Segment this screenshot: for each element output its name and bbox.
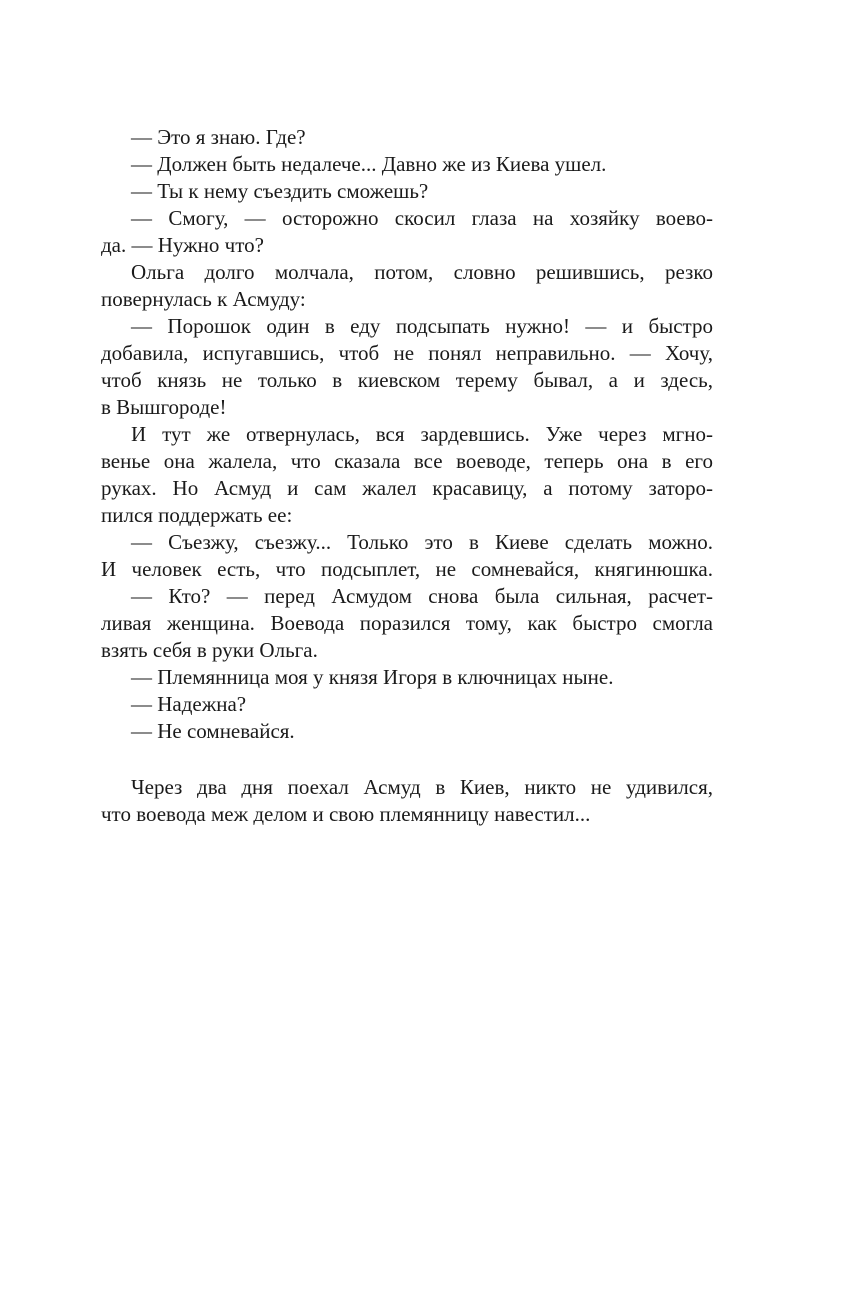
text-line: И тут же отвернулась, вся зардевшись. Уже через мгно- bbox=[131, 422, 713, 446]
text-line: — Надежна? bbox=[131, 692, 247, 716]
text-line: да. — Нужно что? bbox=[101, 233, 264, 257]
text-line: — Кто? — перед Асмудом снова была сильная, расчет- bbox=[131, 584, 713, 608]
text-line: ливая женщина. Воевода поразился тому, как быстро смогла bbox=[101, 611, 713, 635]
text-line: руках. Но Асмуд и сам жалел красавицу, а потому заторо- bbox=[101, 476, 713, 500]
text-line: что воевода меж делом и свою племянницу навестил... bbox=[101, 802, 591, 826]
text-line: Через два дня поехал Асмуд в Киев, никто не удивился, bbox=[131, 775, 713, 799]
text-line: Ольга долго молчала, потом, словно решившись, резко bbox=[131, 260, 713, 284]
text-line: венье она жалела, что сказала все воеводе, теперь она в его bbox=[101, 449, 713, 473]
text-line: взять себя в руки Ольга. bbox=[101, 638, 318, 662]
text-line: И человек есть, что подсыплет, не сомневайся, княгинюшка. bbox=[101, 557, 713, 581]
text-line: — Должен быть недалече... Давно же из Киева ушел. bbox=[131, 152, 607, 176]
section-break bbox=[101, 745, 713, 774]
text-line: в Вышгороде! bbox=[101, 395, 227, 419]
text-line: — Не сомневайся. bbox=[131, 719, 295, 743]
text-line: — Племянница моя у князя Игоря в ключницах ныне. bbox=[131, 665, 614, 689]
text-line: — Съезжу, съезжу... Только это в Киеве сделать можно. bbox=[131, 530, 713, 554]
text-line: — Ты к нему съездить сможешь? bbox=[131, 179, 429, 203]
text-line: — Это я знаю. Где? bbox=[131, 125, 306, 149]
page-text bbox=[101, 124, 713, 828]
text-line: добавила, испугавшись, чтоб не понял неправильно. — Хочу, bbox=[101, 341, 713, 365]
text-line: — Порошок один в еду подсыпать нужно! — и быстро bbox=[131, 314, 713, 338]
text-line: — Смогу, — осторожно скосил глаза на хозяйку воево- bbox=[131, 206, 713, 230]
text-line: повернулась к Асмуду: bbox=[101, 287, 306, 311]
text-line: пился поддержать ее: bbox=[101, 503, 293, 527]
text-line: чтоб князь не только в киевском терему бывал, а и здесь, bbox=[101, 368, 713, 392]
